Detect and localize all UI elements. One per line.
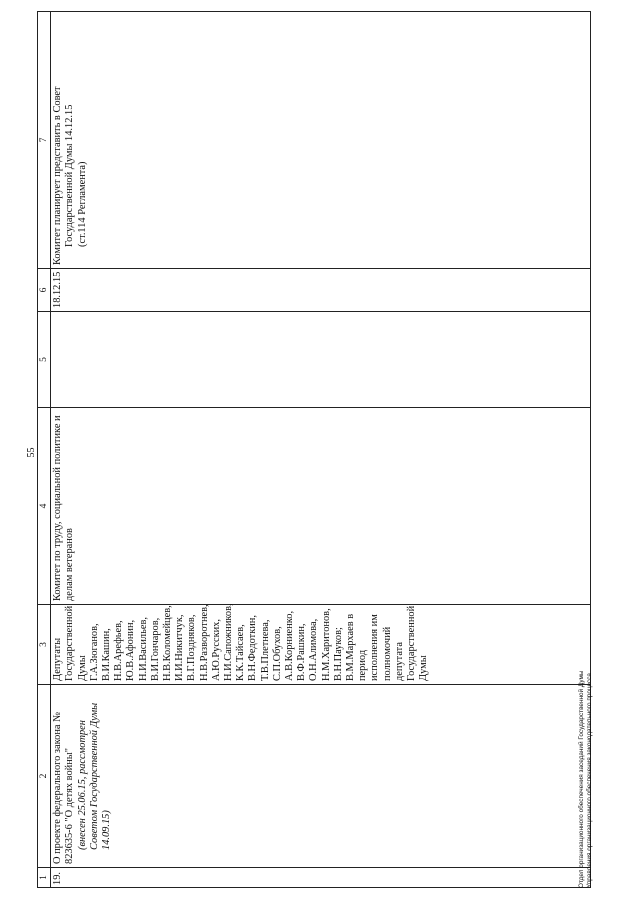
row-number: 19. — [51, 868, 591, 888]
column-5-cell — [51, 312, 591, 408]
authors-label: Депутаты Государственной Думы — [52, 605, 88, 681]
column-header-5: 5 — [38, 312, 51, 408]
authors-tail: В.М.Мархаев в период исполнения им полномочий депутата Государственной Думы — [345, 605, 430, 681]
table-row — [51, 12, 591, 888]
column-header-2: 2 — [38, 685, 51, 868]
column-header-4: 4 — [38, 408, 51, 605]
bill-cell — [51, 685, 591, 868]
plan-cell — [51, 12, 591, 269]
authors-cell — [51, 605, 591, 685]
column-header-6: 6 — [38, 269, 51, 312]
date-cell: 18.12.15 — [51, 269, 591, 312]
authors-list: Г.А.Зюганов, В.И.Кашин, Н.В.Арефьев, Ю.В.Афонин, Н.И.Васильев, В.И.Гончаров, Н.В.Коломейцев, И.И.Никитчук, В.Г.Поздняков, Н.В.Разворотнев, А.Ю.Русских, Н.И.Сапожников, К.К.Тайсаев, В.Н.Федоткин, Т.В.Плетнева, С.П.Обухов, А.В.Корниенко, В.Ф.Рашкин, О.Н.Алимова, Н.М.Харитонов, В.Н.Пауков; — [88, 603, 344, 681]
footer — [578, 388, 594, 888]
bill-note: (внесен 25.06.15, рассмотрен Советом Государственной Думы 14.09.15) — [76, 702, 113, 850]
committee-cell — [51, 408, 591, 605]
committee-name: Комитет по труду, социальной политике и делам ветеранов — [52, 415, 76, 601]
bills-table — [37, 11, 591, 888]
table-header-row — [38, 12, 51, 888]
plan-line-3: (ст.114 Регламента) — [76, 161, 88, 247]
column-header-3: 3 — [38, 605, 51, 685]
plan-line-1: Комитет планирует представить в Совет — [52, 86, 64, 265]
plan-line-2: Государственной Думы 14.12.15 — [64, 104, 76, 247]
bill-title: О проекте федерального закона № 823635-6 "О детях войны" — [52, 711, 76, 864]
column-header-1: 1 — [38, 868, 51, 888]
column-header-7: 7 — [38, 12, 51, 269]
footer-line-1: Отдел организационного обеспечения заседаний Государственной Думы — [578, 670, 585, 888]
page-number: 55 — [26, 447, 37, 458]
footer-line-2: Управления организационного обеспечения законодательного процесса — [586, 673, 593, 888]
